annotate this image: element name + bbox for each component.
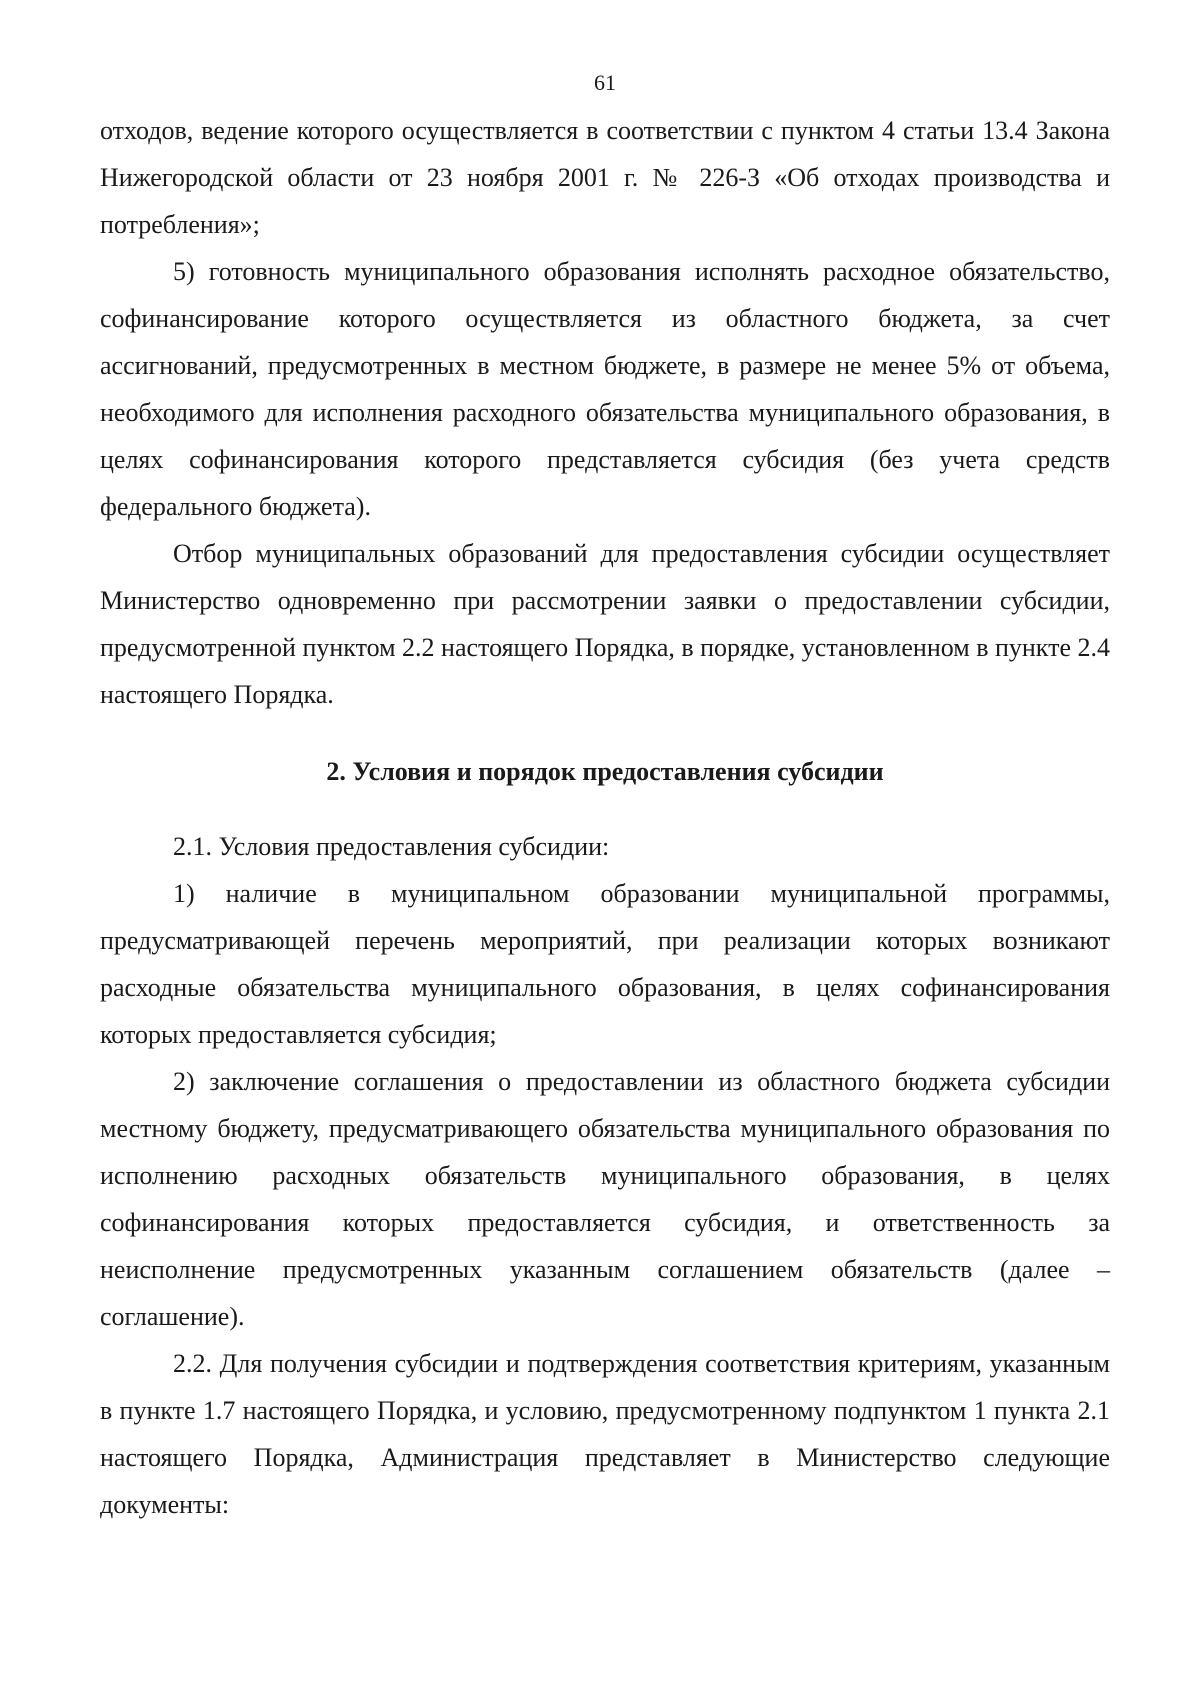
paragraph-selection: Отбор муниципальных образований для предоставления субсидии осуществляет Министерство одновременно при рассмотрении заявки о предоставлении субсидии, предусмотренной пунктом 2.2 настоящего Порядка, в порядке, установленном в пункте 2.4 настоящего Порядка. (100, 539, 1110, 709)
paragraph-2-1: 2.1. Условия предоставления субсидии: (173, 832, 610, 861)
paragraph-continuation: отходов, ведение которого осуществляется в соответствии с пунктом 4 статьи 13.4 Закона Нижегородской области от 23 ноября 2001 г. № 226-З «Об отходах производства и потребления»; (100, 116, 1110, 239)
document-page (100, 0, 1110, 1697)
paragraph-2-2: 2.2. Для получения субсидии и подтверждения соответствия критериям, указанным в пункте 1.7 настоящего Порядка, и условию, предусмотренному подпунктом 1 пункта 2.1 настоящего Порядка, Администрация представляет в Министерство следующие документы: (100, 1349, 1110, 1519)
paragraph-condition-2: 2) заключение соглашения о предоставлении из областного бюджета субсидии местному бюджету, предусматривающего обязательства муниципального образования по исполнению расходных обязательств муниципального образования, в целях софинансирования которых предоставляется субсидия, и ответственность за неисполнение предусмотренных указанным соглашением обязательств (далее – соглашение). (100, 1067, 1110, 1331)
section-title: 2. Условия и порядок предоставления субсидии (326, 757, 884, 786)
page-number: 61 (594, 70, 616, 95)
document-body (100, 107, 1110, 1528)
paragraph-condition-1: 1) наличие в муниципальном образовании муниципальной программы, предусматривающей перечень мероприятий, при реализации которых возникают расходные обязательства муниципального образования, в целях софинансирования которых предоставляется субсидия; (100, 879, 1110, 1049)
paragraph-item-5: 5) готовность муниципального образования исполнять расходное обязательство, софинансирование которого осуществляется из областного бюджета, за счет ассигнований, предусмотренных в местном бюджете, в размере не менее 5% от объема, необходимого для исполнения расходного обязательства муниципального образования, в целях софинансирования которого представляется субсидия (без учета средств федерального бюджета). (100, 257, 1110, 521)
